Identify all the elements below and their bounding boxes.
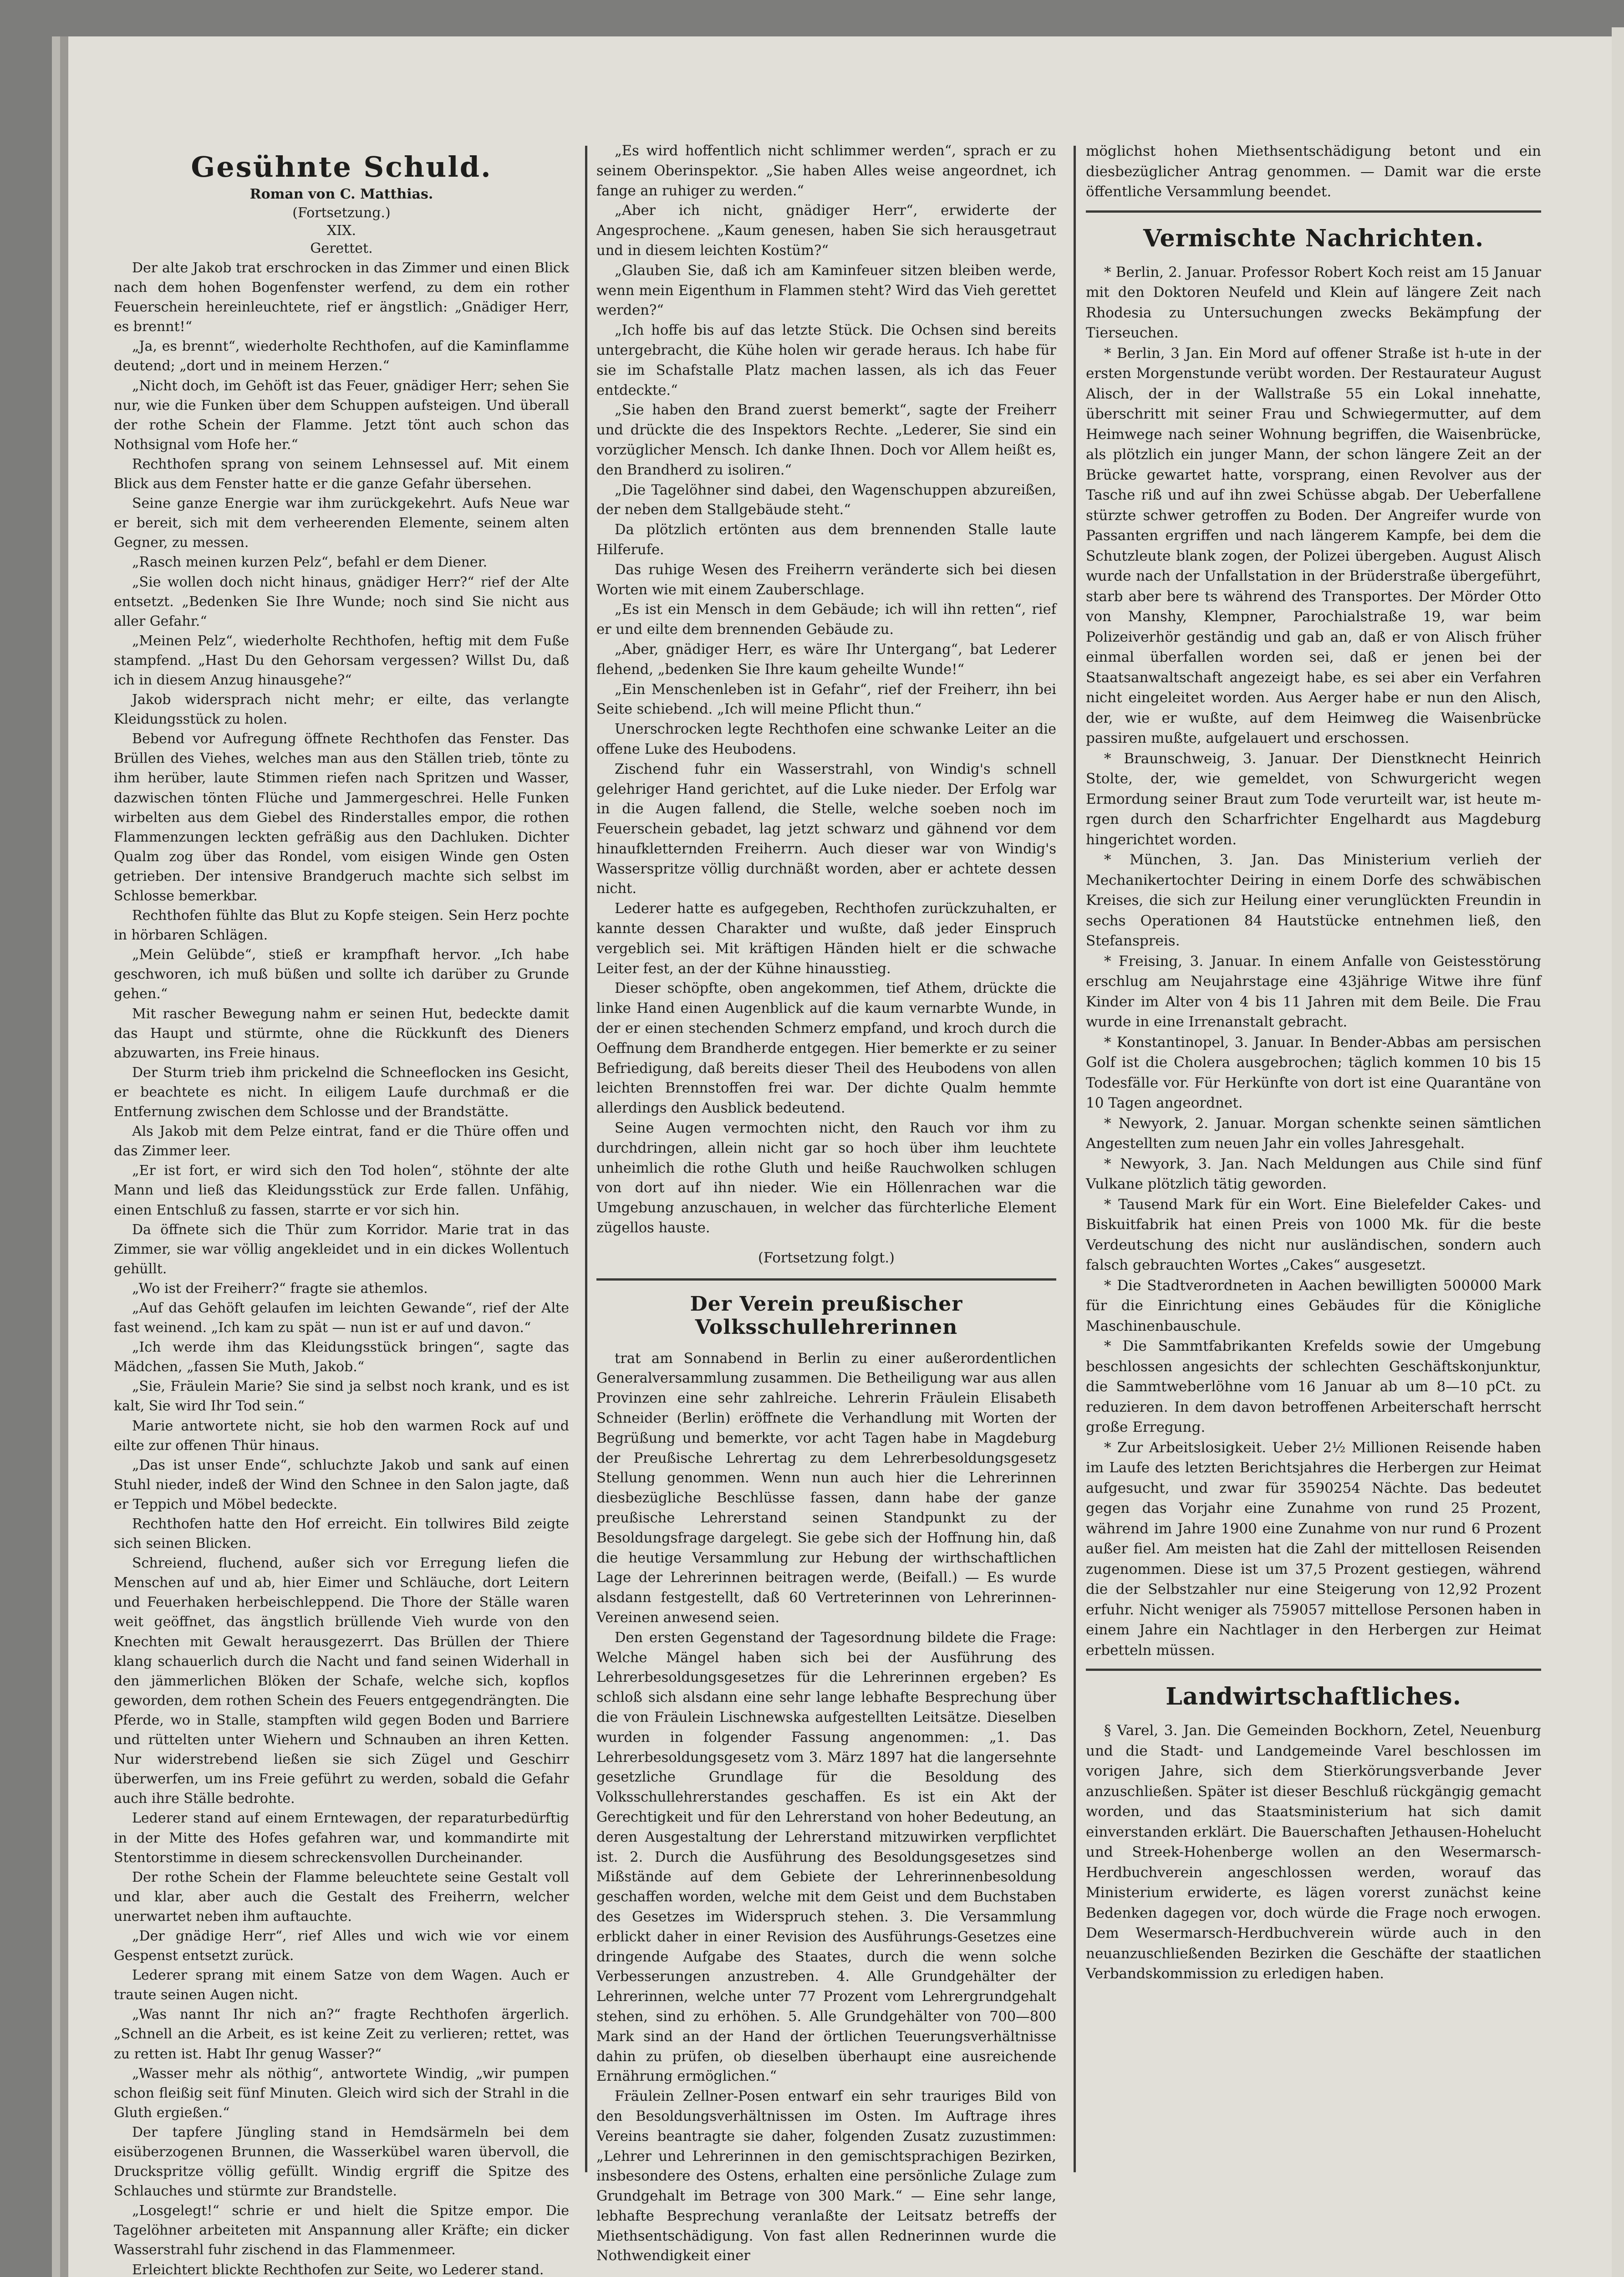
vermischte-heading: Vermischte Nachrichten.: [1143, 224, 1484, 252]
paragraph: Mit rascher Bewegung nahm er seinen Hut, bedeckte damit das Haupt und stürmte, ohne die Rückkunft des Dieners abzuwarten, ins Freie hinaus.: [114, 1006, 569, 1061]
paragraph: Seine ganze Energie war ihm zurückgekehrt. Aufs Neue war er bereit, sich mit dem verheerenden Elemente, seinem alten Gegner, zu messen.: [114, 495, 569, 551]
paragraph: * Berlin, 2. Januar. Professor Robert Koch reist am 15 Januar mit den Doktoren Neufeld und Klein auf längere Zeit nach Rhodesia zu Untersuchungen zwecks Bekämpfung der Tierseuchen.: [1086, 264, 1541, 341]
paragraph: * Freising, 3. Januar. In einem Anfalle von Geistesstörung erschlug am Neujahrstage eine 43jährige Witwe ihre fünf Kinder im Alter von 4 bis 11 Jahren mit dem Beile. Die Frau wurde in eine Irrenanstalt gebracht.: [1086, 953, 1541, 1030]
paragraph: Zischend fuhr ein Wasserstrahl, von Windig's schnell gelehriger Hand gerichtet, auf die Luke nieder. Der Erfolg war in die Augen fallend, die Stelle, welche soeben noch im Feuerschein gebadet, lag jetzt schwarz und gähnend vor dem hinaufkletternden Freiherrn. Auch dieser war von Windig's Wasserspritze völlig durchnäßt worden, aber er achtete dessen nicht.: [596, 761, 1056, 897]
paragraph: Lederer stand auf einem Erntewagen, der reparaturbedürftig in der Mitte des Hofes gefahren war, und kommandirte mit Stentorstimme in diesem schreckensvollen Durcheinander.: [114, 1810, 569, 1866]
novel-title: Gesühnte Schuld.: [191, 150, 492, 184]
paragraph: * Newyork, 3. Jan. Nach Meldungen aus Chile sind fünf Vulkane plötzlich tätig geworden.: [1086, 1155, 1541, 1192]
paragraph: „Sie, Fräulein Marie? Sie sind ja selbst noch krank, und es ist kalt, Sie wird Ihr Tod sein.“: [114, 1378, 569, 1414]
paragraph: „Es ist ein Mensch in dem Gebäude; ich will ihn retten“, rief er und eilte dem brennenden Gebäude zu.: [596, 602, 1056, 638]
to-be-continued: (Fortsetzung folgt.): [758, 1250, 895, 1266]
paragraph: „Aber, gnädiger Herr, es wäre Ihr Untergang“, bat Lederer flehend, „bedenken Sie Ihre kaum geheilte Wunde!“: [596, 641, 1056, 678]
paragraph: Rechthofen hatte den Hof erreicht. Ein tollwires Bild zeigte sich seinen Blicken.: [114, 1516, 569, 1552]
paragraph: „Er ist fort, er wird sich den Tod holen“, stöhnte der alte Mann und ließ das Kleidungsstück zur Erde fallen. Unfähig, einen Entschluß zu fassen, starrte er vor sich hin.: [114, 1163, 569, 1218]
novel-byline: Roman von C. Matthias.: [249, 186, 433, 202]
verein-heading: Der Verein preußischer Volksschullehrerinnen: [690, 1292, 963, 1339]
paragraph: Jakob widersprach nicht mehr; er eilte, das verlangte Kleidungsstück zu holen.: [114, 692, 569, 728]
paragraph: Den ersten Gegenstand der Tagesordnung bildete die Frage: Welche Mängel haben sich bei der Ausführung des Lehrerbesoldungsgesetzes für die Lehrerinnen ergeben? Es schloß sich alsdann eine sehr lange lebhafte Besprechung über die von Fräulein Lischnewska aufgestellten Leitsätze. Dieselben wurden in folgender Fassung angenommen: „1. Das Lehrerbesoldungsgesetz vom 3. März 1897 hat die langersehnte gesetzliche Grundlage für die Besoldung des Volksschullehrerstandes geschaffen. Es ist ein Akt der Gerechtigkeit und für den Lehrerstand von hoher Bedeutung, an deren Ausgestaltung der Lehrerstand mitzuwirken verpflichtet ist. 2. Durch die Ausführung des Besoldungsgesetzes sind Mißstände auf dem Gebiete der Lehrerinnenbesoldung geschaffen worden, welche mit dem Geist und dem Buchstaben des Gesetzes im Widerspruch stehen. 3. Die Versammlung erblickt daher in einer Revision des Ausführungs-Gesetzes eine dringende Aufgabe des Staates, durch die wenn solche Verbesserungen anzustreben. 4. Alle Grundgehälter der Lehrerinnen, welche unter 77 Prozent vom Lehrergrundgehalt stehen, sind zu erhöhen. 5. Alle Grundgehälter von 700—800 Mark sind an der Hand der örtlichen Teuerungsverhältnisse dahin zu prüfen, ob dieselben überhaupt eine ausreichende Ernährung ermöglichen.“: [596, 1629, 1056, 2085]
column-rule-2: [1074, 146, 1076, 2172]
paragraph: * Zur Arbeitslosigkeit. Ueber 2½ Millionen Reisende haben im Laufe des letzten Berichtsjahres die Herbergen zur Heimat aufgesucht, und zwar für 3590254 Nächte. Das bedeutet gegen das Vorjahr eine Zunahme von rund 25 Prozent, während im Jahre 1900 eine Zunahme von nur rund 6 Prozent außer fiel. Am meisten hat die Zahl der mittellosen Reisenden zugenommen. Diese ist um 37,5 Prozent gestiegen, während die der Selbstzahler nur eine Steigerung von 12,92 Prozent erfuhr. Nicht weniger als 759057 mittellose Personen haben in einem Jahre ein Nachtlager in den Herbergen zur Heimat erbetteln müssen.: [1086, 1439, 1541, 1659]
column-2: [596, 141, 1056, 2266]
paragraph: „Mein Gelübde“, stieß er krampfhaft hervor. „Ich habe geschworen, ich muß büßen und sollte ich darüber zu Grunde gehen.“: [114, 947, 569, 1002]
paragraph: „Das ist unser Ende“, schluchzte Jakob und sank auf einen Stuhl nieder, indeß der Wind den Schnee in den Salon jagte, daß er Teppich und Möbel bedeckte.: [114, 1457, 569, 1512]
paragraph: „Meinen Pelz“, wiederholte Rechthofen, heftig mit dem Fuße stampfend. „Hast Du den Gehorsam vergessen? Willst Du, daß ich in diesem Anzug hinausgehe?“: [114, 633, 569, 688]
paragraph: Bebend vor Aufregung öffnete Rechthofen das Fenster. Das Brüllen des Viehes, welches man aus den Ställen trieb, tönte zu ihm herüber, laute Stimmen riefen nach Spritzen und Wasser, dazwischen tönten Flüche und Jammergeschrei. Helle Funken wirbelten aus dem Giebel des Rinderstalles empor, die rothen Flammenzungen leckten gefräßig aus den Dachluken. Dichter Qualm zog über das Rondel, vom eisigen Winde gen Osten getrieben. Der intensive Brandgeruch machte sich selbst im Schlosse bemerkbar.: [114, 731, 569, 904]
paragraph: Seine Augen vermochten nicht, den Rauch vor ihm zu durchdringen, allein nicht gar so hoch über ihm leuchtete unheimlich die rothe Gluth und heiße Rauchwolken schlugen von dort auf ihn nieder. Wie ein Höllenrachen war die Umgebung anzuschauen, in welcher das fürchterliche Element zügellos hauste.: [596, 1120, 1056, 1236]
paragraph: * Braunschweig, 3. Januar. Der Dienstknecht Heinrich Stolte, der, wie gemeldet, von Schwurgericht wegen Ermordung seiner Braut zum Tode verurteilt war, ist heute m-rgen durch den Scharfrichter Engelhardt aus Magdeburg hingerichtet worden.: [1086, 750, 1541, 848]
paragraph: Erleichtert blickte Rechthofen zur Seite, wo Lederer stand.: [132, 2262, 544, 2277]
chapter-number: XIX.: [326, 223, 356, 239]
novel-continued: (Fortsetzung.): [292, 205, 391, 221]
paragraph: Rechthofen sprang von seinem Lehnsessel auf. Mit einem Blick aus dem Fenster hatte er die ganze Gefahr übersehen.: [114, 456, 569, 492]
paragraph: „Nicht doch, im Gehöft ist das Feuer, gnädiger Herr; sehen Sie nur, wie die Funken über dem Schuppen aufsteigen. Und überall der rothe Schein der Flamme. Jetzt tönt auch schon das Nothsignal vom Hofe her.“: [114, 378, 569, 453]
paragraph: Fräulein Zellner-Posen entwarf ein sehr trauriges Bild von den Besoldungsverhältnissen im Osten. Im Auftrage ihres Vereins beantragte sie daher, folgenden Zusatz zuzustimmen: „Lehrer und Lehrerinnen in den gemischtsprachigen Bezirken, insbesondere des Ostens, erhalten eine persönliche Zulage zum Grundgehalt im Betrage von 300 Mark.“ — Eine sehr lange, lebhafte Besprechung veranlaßte der Leitsatz betreffs der Miethsentschädigung. Von fast allen Rednerinnen wurde die Nothwendigkeit einer: [596, 2088, 1056, 2264]
paragraph: „Auf das Gehöft gelaufen im leichten Gewande“, rief der Alte fast weinend. „Ich kam zu spät — nun ist er auf und davon.“: [114, 1300, 569, 1336]
paragraph: „Ich hoffe bis auf das letzte Stück. Die Ochsen sind bereits untergebracht, die Kühe holen wir gerade heraus. Ich habe für sie im Schafstalle Platz machen lassen, als ich das Feuer entdeckte.“: [596, 322, 1056, 398]
paragraph: „Losgelegt!“ schrie er und hielt die Spitze empor. Die Tagelöhner arbeiteten mit Anspannung aller Kräfte; ein dicker Wasserstrahl fuhr zischend in das Flammenmeer.: [114, 2203, 569, 2258]
paragraph: „Ein Menschenleben ist in Gefahr“, rief der Freiherr, ihn bei Seite schiebend. „Ich will meine Pflicht thun.“: [596, 681, 1056, 718]
chapter-title: Gerettet.: [310, 240, 373, 256]
paragraph: Schreiend, fluchend, außer sich vor Erregung liefen die Menschen auf und ab, hier Eimer und Schläuche, dort Leitern und Feuerhaken herbeischleppend. Die Thore der Ställe waren weit geöffnet, das ängstlich brüllende Vieh wurde von den Knechten mit Gewalt herausgezerrt. Das Brüllen der Thiere klang schauerlich durch die Nacht und fand seinen Widerhall in den jämmerlichen Blöken der Schafe, welche sich, kopflos geworden, dem rothen Schein des Feuers entgegendrängten. Die Pferde, wo in Stalle, stampften wild gegen Boden und Barriere und rüttelten unter Wiehern und Schnauben an ihren Ketten. Nur widerstrebend ließen sie sich Zügel und Geschirr überwerfen, um ins Freie geführt zu werden, sobald die Gefahr auch ihre Ställe bedrohte.: [114, 1555, 569, 1807]
paragraph: * Tausend Mark für ein Wort. Eine Bielefelder Cakes- und Biskuitfabrik hat einen Preis von 1000 Mk. für die beste Verdeutschung des nicht nur ausländischen, sondern auch falsch gebrauchten Wortes „Cakes“ ausgesetzt.: [1086, 1196, 1541, 1273]
paragraph: * Konstantinopel, 3. Januar. In Bender-Abbas am persischen Golf ist die Cholera ausgebrochen; täglich kommen 10 bis 15 Todesfälle vor. Für Herkünfte von dort ist eine Quarantäne von 10 Tagen angeordnet.: [1086, 1034, 1541, 1111]
landwirt-heading: Landwirtschaftliches.: [1166, 1683, 1461, 1710]
paragraph: „Wo ist der Freiherr?“ fragte sie athemlos.: [132, 1280, 428, 1297]
paragraph: Lederer sprang mit einem Satze von dem Wagen. Auch er traute seinen Augen nicht.: [114, 1967, 569, 2003]
adjacent-page-edge: [1612, 27, 1624, 2277]
paragraph: „Aber ich nicht, gnädiger Herr“, erwiderte der Angesprochene. „Kaum genesen, haben Sie sich herausgetraut und in diesem leichten Kostüm?“: [596, 203, 1056, 259]
section-divider: [1086, 210, 1541, 213]
paragraph: Der rothe Schein der Flamme beleuchtete seine Gestalt voll und klar, aber auch die Gestalt des Freiherrn, welcher unerwartet neben ihm auftauchte.: [114, 1869, 569, 1925]
paragraph: Da plötzlich ertönten aus dem brennenden Stalle laute Hilferufe.: [596, 522, 1056, 558]
paragraph: Rechthofen fühlte das Blut zu Kopfe steigen. Sein Herz pochte in hörbaren Schlägen.: [114, 908, 569, 944]
paragraph: „Ja, es brennt“, wiederholte Rechthofen, auf die Kaminflamme deutend; „dort und in meinem Herzen.“: [114, 338, 569, 374]
paragraph: „Rasch meinen kurzen Pelz“, befahl er dem Diener.: [132, 554, 488, 571]
column-1: [114, 141, 569, 2277]
paragraph: Lederer hatte es aufgegeben, Rechthofen zurückzuhalten, er kannte dessen Charakter und wußte, daß jeder Einspruch vergeblich sei. Mit kräftigen Händen hielt er die schwache Leiter fest, an der der Kühne hinausstieg.: [596, 901, 1056, 977]
paragraph: § Varel, 3. Jan. Die Gemeinden Bockhorn, Zetel, Neuenburg und die Stadt- und Landgemeinde Varel beschlossen im vorigen Jahre, sich dem Stierkörungsverbande Jever anzuschließen. Später ist dieser Beschluß rückgängig gemacht worden, und das Staatsministerium hat sich damit einverstanden erklärt. Die Bauerschaften Jethausen-Hohelucht und Streek-Hohenberge wollen an den Wesermarsch-Herdbuchverein angeschlossen werden, worauf das Ministerium erwiderte, es lägen vorerst zunächst keine Bedenken dagegen vor, doch würde die Frage noch erwogen. Dem Wesermarsch-Herdbuchverein würde auch in den neuanzuschließenden Bezirken die Geschäfte der staatlichen Verbandskommission zu erledigen haben.: [1086, 1722, 1541, 1982]
paragraph: Unerschrocken legte Rechthofen eine schwanke Leiter an die offene Luke des Heubodens.: [596, 721, 1056, 757]
paragraph: Der alte Jakob trat erschrocken in das Zimmer und einen Blick nach dem hohen Bogenfenster werfend, zu dem ein rother Feuerschein hereinleuchtete, rief er ängstlich: „Gnädiger Herr, es brennt!“: [114, 260, 569, 335]
section-divider: [596, 1278, 1056, 1281]
paragraph: „Ich werde ihm das Kleidungsstück bringen“, sagte das Mädchen, „fassen Sie Muth, Jakob.“: [114, 1339, 569, 1375]
paragraph: * München, 3. Jan. Das Ministerium verlieh der Mechanikertochter Deiring in einem Dorfe des schwäbischen Kreises, die sich zur Heilung einer verunglückten Freundin in sechs Operationen 84 Hautstücke entnehmen ließ, den Stefanspreis.: [1086, 852, 1541, 949]
paragraph: „Was nannt Ihr nich an?“ fragte Rechthofen ärgerlich. „Schnell an die Arbeit, es ist keine Zeit zu verlieren; rettet, was zu retten ist. Habt Ihr genug Wasser?“: [114, 2006, 569, 2062]
verein-continuation: möglichst hohen Miethsentschädigung betont und ein diesbezüglicher Antrag genommen. — Damit war die erste öffentliche Versammlung beendet.: [1086, 143, 1541, 200]
paragraph: * Berlin, 3 Jan. Ein Mord auf offener Straße ist h-ute in der ersten Morgenstunde verübt worden. Der Restaurateur August Alisch, der in der Wallstraße 55 ein Lokal innehatte, überschritt mit seiner Frau und Schwiegermutter, auf dem Heimwege nach seiner Wohnung begriffen, die Waisenbrücke, als plötzlich ein junger Mann, der schon längere Zeit an der Brücke gewartet hatte, vorsprang, einen Revolver aus der Tasche riß und auf ihn zwei Schüsse abgab. Der Ueberfallene stürzte schwer getroffen zu Boden. Der Angreifer wurde von Passanten ergriffen und nach längerem Kampfe, bei dem die Schutzleute blank zogen, der Polizei übergeben. August Alisch wurde nach der Unfallstation in der Brüderstraße übergeführt, starb aber bere ts während des Transportes. Der Mörder Otto von Manshy, Klempner, Parochialstraße 19, war beim Polizeiverhör geständig und gab an, daß er von Alisch früher einmal überfallen worden sei, daß er jenen bei der Staatsanwaltschaft angezeigt habe, es sei aber ein Verfahren nicht eingeleitet worden. Aus Aerger habe er nun den Alisch, der, wie er wußte, auf dem Heimweg die Waisenbrücke passiren mußte, aufgelauert und erschossen.: [1086, 345, 1541, 746]
paragraph: * Die Stadtverordneten in Aachen bewilligten 500000 Mark für die Einrichtung eines Gebäudes für die Königliche Maschinenbauschule.: [1086, 1277, 1541, 1334]
paragraph: „Der gnädige Herr“, rief Alles und wich wie vor einem Gespenst entsetzt zurück.: [114, 1928, 569, 1964]
paragraph: Marie antwortete nicht, sie hob den warmen Rock auf und eilte zur offenen Thür hinaus.: [114, 1418, 569, 1454]
section-divider: [1086, 1669, 1541, 1671]
paragraph: trat am Sonnabend in Berlin zu einer außerordentlichen Generalversammlung zusammen. Die Betheiligung war aus allen Provinzen eine sehr zahlreiche. Lehrerin Fräulein Elisabeth Schneider (Berlin) eröffnete die Verhandlung mit Worten der Begrüßung und bemerkte, vor acht Tagen habe in Magdeburg der Preußische Lehrertag zu dem Lehrerbesoldungsgesetz Stellung genommen. Wenn nun auch hier die Lehrerinnen diesbezügliche Beschlüsse fassen, dann habe der ganze preußische Lehrerstand seinen Standpunkt zu der Besoldungsfrage dargelegt. Sie gebe sich der Hoffnung hin, daß die heutige Versammlung zur Hebung der wirthschaftlichen Lage der Lehrerinnen beitragen werde, (Beifall.) — Es wurde alsdann festgestellt, daß 60 Vertreterinnen von Lehrerinnen-Vereinen anwesend seien.: [596, 1350, 1056, 1626]
paragraph: Der tapfere Jüngling stand in Hemdsärmeln bei dem eisüberzogenen Brunnen, die Wasserkübel waren übervoll, die Druckspritze völlig gefüllt. Windig ergriff die Spitze des Schlauches und stürmte zur Brandstelle.: [114, 2124, 569, 2200]
paragraph: Als Jakob mit dem Pelze eintrat, fand er die Thüre offen und das Zimmer leer.: [114, 1123, 569, 1159]
paragraph: „Glauben Sie, daß ich am Kaminfeuer sitzen bleiben werde, wenn mein Eigenthum in Flammen steht? Wird das Vieh gerettet werden?“: [596, 262, 1056, 319]
paragraph: * Newyork, 2. Januar. Morgan schenkte seinen sämtlichen Angestellten zum neuen Jahr ein volles Jahresgehalt.: [1086, 1115, 1541, 1152]
column-rule-1: [585, 146, 587, 2172]
paragraph: * Die Sammtfabrikanten Krefelds sowie der Umgebung beschlossen angesichts der schlechten Geschäftskonjunktur, die Sammtweberlöhne vom 16 Januar ab um 8—10 pCt. zu reduzieren. In dem davon betroffenen Arbeiterschaft herrscht große Erregung.: [1086, 1338, 1541, 1435]
paragraph: „Die Tagelöhner sind dabei, den Wagenschuppen abzureißen, der neben dem Stallgebäude steht.“: [596, 482, 1056, 518]
paragraph: Da öffnete sich die Thür zum Korridor. Marie trat in das Zimmer, sie war völlig angekleidet und in ein dickes Wollentuch gehüllt.: [114, 1221, 569, 1277]
paragraph: „Sie haben den Brand zuerst bemerkt“, sagte der Freiherr und drückte die des Inspektors Rechte. „Lederer, Sie sind ein vorzüglicher Mensch. Ich danke Ihnen. Doch vor Allem heißt es, den Brandherd zu isoliren.“: [596, 402, 1056, 478]
paragraph: Der Sturm trieb ihm prickelnd die Schneeflocken ins Gesicht, er beachtete es nicht. In eiligem Laufe durchmaß er die Entfernung zwischen dem Schlosse und der Brandstätte.: [114, 1064, 569, 1120]
column-3: [1086, 141, 1541, 1984]
paragraph: „Es wird hoffentlich nicht schlimmer werden“, sprach er zu seinem Oberinspektor. „Sie haben Alles weise angeordnet, ich fange an ruhiger zu werden.“: [596, 143, 1056, 199]
paragraph: „Sie wollen doch nicht hinaus, gnädiger Herr?“ rief der Alte entsetzt. „Bedenken Sie Ihre Wunde; noch sind Sie nicht aus aller Gefahr.“: [114, 574, 569, 629]
paragraph: Dieser schöpfte, oben angekommen, tief Athem, drückte die linke Hand einen Augenblick auf die kaum vernarbte Wunde, in der er einen stechenden Schmerz empfand, und kroch durch die Oeffnung dem Brandherde entgegen. Hier bemerkte er zu seiner Befriedigung, daß bereits dieser Theil des Heubodens von allen leichten Brennstoffen frei war. Der dichte Qualm hemmte allerdings den Ausblick bedeutend.: [596, 980, 1056, 1117]
paragraph: „Wasser mehr als nöthig“, antwortete Windig, „wir pumpen schon fleißig seit fünf Minuten. Gleich wird sich der Strahl in die Gluth ergießen.“: [114, 2065, 569, 2121]
paragraph: Das ruhige Wesen des Freiherrn veränderte sich bei diesen Worten wie mit einem Zauberschlage.: [596, 562, 1056, 598]
